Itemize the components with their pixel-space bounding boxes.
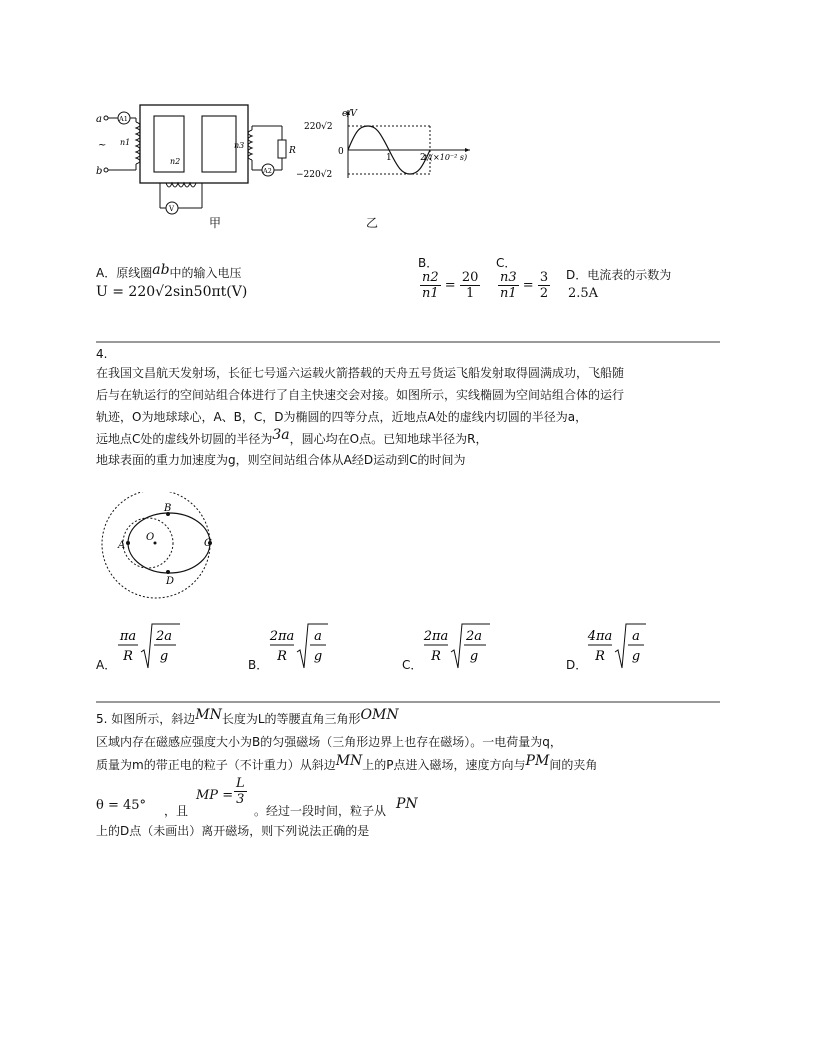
y-bottom-label: −220√2 (296, 170, 333, 180)
y-top-label: 220√2 (304, 122, 333, 132)
q4-line-1: 在我国文昌航天发射场，长征七号遥六运载火箭搭载的天舟五号货运飞船发射取得圆满成功，飞船随 (96, 366, 625, 380)
y-axis-label: e/V (342, 109, 357, 119)
figure-yi-caption: 乙 (366, 216, 379, 230)
divider-1 (96, 341, 720, 343)
transformer-figure (96, 100, 306, 230)
svg-text:a: a (314, 629, 322, 644)
q4-line-2: 后与在轨运行的空间站组合体进行了自主快速交会对接。如图所示，实线椭圆为空间站组合体的运行 (96, 388, 625, 402)
svg-text:R: R (431, 649, 441, 664)
q4-line-5: 地球表面的重力加速度为g，则空间站组合体从A经D运动到C的时间为 (96, 453, 466, 467)
q3-option-d: D．电流表的示数为 (566, 268, 672, 282)
q3-option-c-formula: $\frac{n3}{n1}$ = $\frac{3}{2}$ (500, 270, 549, 301)
svg-text:g: g (313, 649, 323, 664)
q5-line-5: 上的D点（未画出）离开磁场，则下列说法正确的是 (96, 824, 370, 838)
q4-number: 4. (96, 347, 108, 361)
q5-line-1: 5. 如图所示，斜边MN长度为L的等腰直角三角形OMN (96, 707, 399, 726)
voltmeter-label: V (169, 205, 175, 213)
svg-text:g: g (469, 649, 479, 664)
figure-jia-caption: 甲 (209, 216, 222, 230)
terminal-a-label: a (96, 114, 102, 125)
coil-n1-label: n1 (120, 138, 131, 147)
svg-text:a: a (632, 629, 640, 644)
resistor-label: R (289, 146, 296, 156)
q5-line-2: 区域内存在磁感应强度大小为B的匀强磁场（三角形边界上也存在磁场）。一电荷量为q， (96, 735, 562, 749)
voltage-time-graph (290, 104, 490, 184)
coil-n2-label: n2 (170, 157, 181, 166)
ammeter2-label: A2 (263, 167, 272, 175)
point-c-label: C (204, 538, 212, 549)
q3-option-a: A．原线圈ab中的输入电压 (96, 262, 242, 280)
svg-text:g: g (631, 649, 641, 664)
svg-text:2πa: 2πa (423, 629, 449, 644)
tick-2-label: 2 (420, 153, 426, 163)
svg-text:2a: 2a (465, 629, 483, 644)
ac-symbol: ~ (98, 140, 107, 151)
svg-text:g: g (159, 649, 169, 664)
svg-text:R: R (277, 649, 287, 664)
point-o-label: O (146, 532, 155, 543)
svg-text:R: R (123, 649, 133, 664)
terminal-b-label: b (96, 166, 103, 177)
coil-n3-label: n3 (234, 141, 245, 150)
origin-label: 0 (338, 147, 344, 157)
svg-text:2a: 2a (155, 629, 173, 644)
q4-line-3: 轨迹，O为地球球心，A、B，C，D为椭圆的四等分点，近地点A处的虚线内切圆的半径为a， (96, 410, 588, 424)
q5-line-4: θ = 45° ，且 MP = $\frac{L}{3}$ 。经过一段时间，粒子从 PN (96, 776, 418, 818)
point-a-label: A (118, 540, 126, 551)
svg-text:πa: πa (119, 629, 137, 644)
tick-1-label: 1 (386, 153, 392, 163)
svg-text:4πa: 4πa (587, 629, 613, 644)
point-d-label: D (166, 576, 175, 587)
q3-option-b-label: B． (418, 256, 439, 270)
orbit-figure (96, 492, 218, 600)
q3-option-d-value: 2.5A (568, 286, 599, 301)
svg-text:R: R (595, 649, 605, 664)
x-axis-label: t/(×10⁻² s) (424, 153, 468, 162)
point-b-label: B (164, 503, 172, 514)
q4-line-4: 远地点C处的虚线外切圆的半径为3a，圆心均在O点。已知地球半径为R， (96, 427, 488, 446)
svg-text:2πa: 2πa (269, 629, 295, 644)
q5-line-3: 质量为m的带正电的粒子（不计重力）从斜边MN上的P点进入磁场，速度方向与PM间的夹角 (96, 753, 598, 772)
q3-option-b-formula: $\frac{n2}{n1}$ = $\frac{20}{1}$ (422, 270, 479, 301)
ammeter1-label: A1 (119, 115, 128, 123)
divider-2 (96, 701, 720, 703)
q3-option-c-label: C． (496, 256, 517, 270)
q3-option-a-formula: U = 220√2sin50πt(V) (96, 284, 248, 300)
